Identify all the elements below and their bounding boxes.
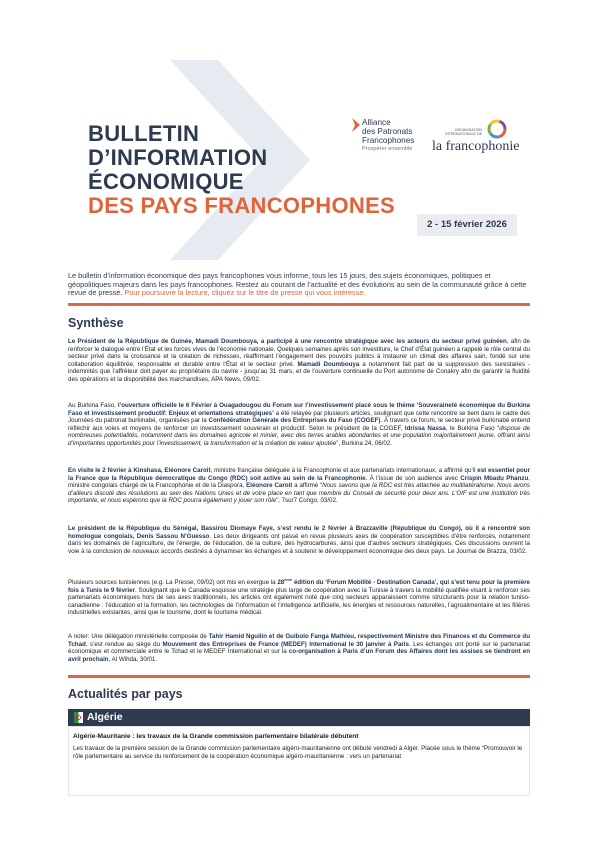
text: Au Burkina Faso, [68, 402, 118, 409]
news-title-link[interactable]: Algérie-Mauritanie : les travaux de la Grande commission parlementaire bilatérale débutent [73, 733, 359, 740]
news-item [68, 726, 530, 796]
apf-tagline: Prospérer ensemble [362, 146, 413, 152]
intro-link[interactable]: Pour poursuivre la lecture, cliquez sur le titre de presse qui vous intéresse. [124, 288, 366, 298]
text-italic: dispose de nombreuses potentialités, notamment dans les domaines agricole et minier, avec des terres arables abondantes et une population majoritairement jeune, offrant ainsi d’importantes opportunités pour l’investissement, la transformation et la création de valeur ajoutée [68, 424, 530, 447]
oif-ring-icon [486, 118, 508, 140]
text: a été relayée par plusieurs articles, soulignant que cette rencontre se tient dans le cadre des Journées du patronat burkinabé, organisées par la [68, 409, 531, 425]
text-bold: 28 [277, 579, 285, 587]
synthese-paragraph-guinee [68, 338, 530, 384]
text: . À travers ce forum, le secteur privé burkinabé entend réfléchir aux voies et moyens de renforcer un investissement souverain et productif. Selon le président de la COGEF, [68, 417, 530, 432]
title-line-1: BULLETIN [88, 121, 200, 146]
text-bold: Confédération Générale des Entreprises du Faso (COGEF) [208, 417, 381, 425]
text-bold: Crispin Mbadu Phanzu [460, 474, 529, 482]
text: . Soulignant que le Canada esquisse une stratégie plus large de coopération avec la Tunisie à travers la mobilité qualifiée visant à renforcer ses partenariats économiques hors de ses axes traditionnels, les articles ont également noté que cinq secteurs apparaissent comme structurants pour la relation tuniso-canadienne : l’éducation et la formation, les technologies de l’information et l’intelligence artificielle, les énergies et ressources naturelles, l’agroalimentaire et les filières industrielles existantes, ainsi que le tourisme, dont le tourisme médical. [68, 586, 530, 617]
text: A noter: Une délégation ministérielle composée de [68, 633, 209, 640]
apf-line-1: Alliance [362, 118, 391, 127]
synthese-paragraph-senegal [68, 525, 530, 555]
text-bold: co-organisation à Paris d’un Forum des Affaires dont les assises se tiendront en avril prochain [68, 648, 531, 663]
intro-text [68, 272, 530, 298]
synthese-paragraph-burkina [68, 402, 530, 448]
date-range-badge: 2 - 15 février 2026 [417, 214, 517, 236]
text-bold: Eléonore Caroit [246, 482, 293, 490]
bulletin-title [88, 122, 395, 218]
synthese-title: Synthèse [68, 316, 124, 330]
text: , s’est rendue au siège du [85, 640, 163, 648]
synthese-paragraph-tunisie [68, 576, 530, 617]
country-name: Algérie [87, 711, 123, 723]
section-divider [68, 675, 530, 678]
text: . À l’issue de son audience avec [365, 474, 461, 482]
text: ”, Burkina 24, 06/02. [336, 439, 393, 447]
apf-mark-icon [352, 118, 360, 132]
text-bold: est essentiel pour la France que la République démocratique du Congo (RDC) soit active au sein de la Francophonie [68, 467, 530, 482]
text: , ministre française déléguée à la Francophonie et aux partenariats internationaux, a affirmé qu’il [210, 467, 478, 474]
algeria-flag-icon [74, 712, 83, 723]
text-bold: Tahir Hamid Nguilin et de Guibolo Fanga Mathieu, respectivement Ministre des Finances et du Commerce du Tchad [68, 633, 530, 648]
synthese-paragraph-rdc [68, 467, 530, 505]
country-header-algerie [68, 709, 530, 726]
text: , afin de renforcer le dialogue entre l’État et les forces vives de l’économie nationale. Quelques semaines après son investiture, le Chef d’État guinéen a rappelé le rôle central du secteur privé dans la croissance et la création de richesses, réaffirmant l’engagement des pouvoirs publics à instaurer un climat des affaires sain, fondé sur une collaboration équilibrée, responsable et durable entre l’État et le secteur privé. [68, 338, 530, 368]
text: Plusieurs sources tunisiennes (e.g. La Presse, 09/02) ont mis en exergue la [68, 579, 278, 587]
section-divider [68, 303, 530, 306]
text-superscript: ème [284, 577, 293, 582]
title-line-4: DES PAYS FRANCOPHONES [88, 193, 396, 218]
oif-logo [432, 118, 532, 154]
text-bold: Mamadi Doumbouya [297, 360, 360, 368]
title-line-3: ÉCONOMIQUE [88, 169, 244, 194]
text: , ministre congolais chargé de la Francophonie et de la Diaspora, [68, 474, 530, 490]
apf-line-3: Francophones [362, 136, 415, 145]
text: . Les deux dirigeants ont passé en revue plusieurs axes de coopération susceptibles d’être renforcés, notamment dans les domaines de l’agriculture, de l’énergie, de l’éducation, de la culture, des hydrocarbures, ainsi que d’autres secteurs stratégiques. Ces discussions ouvrent la voie à la conclusion de nouveaux accords destinés à dynamiser les échanges et à soutenir le développement économique des deux pays. Le Journal de Brazza, 03/02. [68, 532, 530, 555]
text: a notamment fait part de la suppression des surestaries - indemnités que l’affréteur doit payer au propriétaire du navire - jusqu’au 31 mars, et de l’ouverture continuelle du Port autonome de Conakry afin de garantir la fluidité des opérations et la disponibilité des marchandises, APA News, 09/02. [68, 360, 530, 383]
text-bold: Le Président de la République de Guinée, Mamadi Doumbouya, a participé à une rencontre stratégique avec les acteurs du secteur privé guinéen [68, 338, 507, 345]
text-bold: Idrissa Nassa [404, 424, 446, 432]
text-bold: Mouvement des Entreprises de France (MEDEF) International le 30 janvier à Paris [162, 640, 409, 648]
text-bold: l’ouverture officielle le 6 Février à Ouagadougou du Forum sur l’investissement placé sous le thème ‘Souveraineté économique du Burkina Faso et investissement productif: Enjeux et orientations stratégiques’ [68, 402, 531, 417]
text-bold: En visite le 2 février à Kinshasa, Eléonore Caroit [68, 467, 211, 474]
synthese-paragraph-tchad [68, 633, 530, 663]
text-bold: Le président de la République du Sénégal, Bassirou Diomaye Faye, s’est rendu le 2 février à Brazzaville (République du Congo), où il a rencontré son homologue congolais, Denis Sassou N’Guesso [68, 525, 530, 540]
oif-small-line-1: ORGANISATION [454, 128, 482, 132]
oif-small-line-2: INTERNATIONALE DE [445, 132, 482, 136]
title-line-2: D’INFORMATION [88, 145, 268, 170]
text-bold: édition du ‘Forum Mobilité - Destination Canada’, qui s’est tenu pour la première fois à Tunis le 9 février [68, 579, 530, 594]
apf-line-2: des Patronats [362, 127, 413, 136]
news-text: Les travaux de la première session de la Grande commission parlementaire algéro-mauritanienne ont débuté vendredi à Alger. Placée sous le thème “Promouvoir le rôle parlementaire au service du renforcement de la coopération économique algéro-mauritanienne : vers un partenariat [73, 745, 523, 760]
text: a affirmé “ [292, 482, 323, 490]
text: , le Burkina Faso “ [445, 424, 500, 432]
text: ”, 7sur7 Congo, 03/02. [276, 497, 338, 505]
text-italic: Nous savons que la RDC est très attachée au multilatéralisme. Nous avons d’ailleurs discuté des résolutions au sein des Nations Unies et de votre place en tant que membre du Conseil de sécurité pour deux ans. L’OIF est une institution très importante, et nous espérons que la RDC pourra également y jouer son rôle [68, 482, 530, 505]
oif-name: la francophonie [432, 139, 520, 154]
text: , Al Wihda, 30/01. [108, 655, 158, 663]
intro-paragraph: Le bulletin d’information économique des pays francophones vous informe, tous les 15 jours, des sujets économiques, politiques et géopolitiques majeurs dans les pays francophones. Restez au courant de l’actualité et des évolutions au sein de la communauté grâce à cette revue de presse. [68, 271, 527, 298]
actualites-title: Actualités par pays [68, 687, 183, 701]
text: . Les échanges ont porté sur le partenariat économique et commerciale entre le Tchad et le MEDEF International et sur la [68, 640, 530, 656]
bulletin-header [0, 0, 595, 262]
